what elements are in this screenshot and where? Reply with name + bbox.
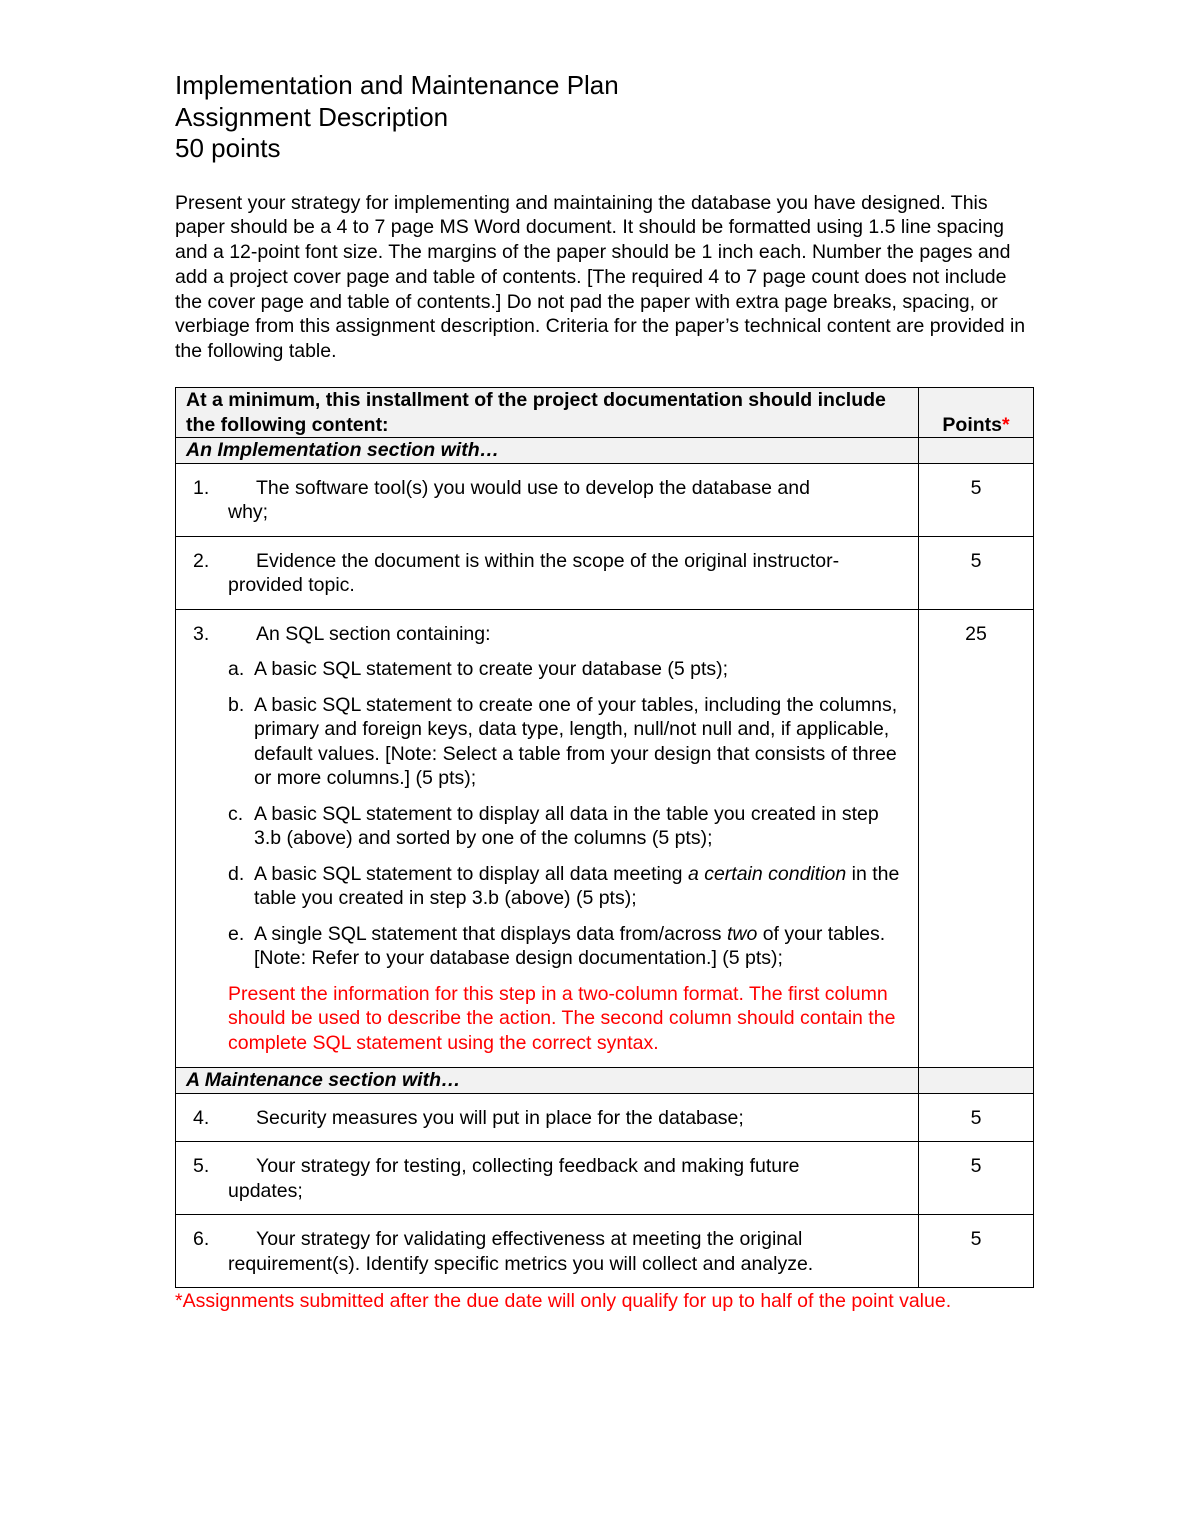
list-item: a. A basic SQL statement to create your database (5 pts); [228, 658, 729, 681]
document-page [175, 70, 1033, 1314]
list-item: c. A basic SQL statement to display all data in the table you created in step 3.b (above) and sorted by one of the columns (5 pts); [228, 802, 879, 850]
table-row [176, 536, 1034, 609]
section-row-implementation [176, 438, 1034, 464]
section-row-maintenance [176, 1068, 1034, 1094]
document-subtitle: Assignment Description [175, 101, 449, 132]
sql-format-note: Present the information for this step in a two-column format. The first column should be used to describe the action. The second column should contain the complete SQL statement using the correct syntax. [228, 982, 896, 1054]
criteria-table [175, 387, 1034, 1288]
criterion-5-points: 5 [919, 1142, 1034, 1215]
document-points-total: 50 points [175, 133, 281, 163]
table-row [176, 1142, 1034, 1215]
table-header-content: At a minimum, this installment of the project documentation should include the following content: [176, 388, 919, 438]
criterion-4-points: 5 [919, 1093, 1034, 1142]
table-row [176, 463, 1034, 536]
points-label: Points [942, 413, 1002, 436]
list-item: b. A basic SQL statement to create one of your tables, including the columns, primary and foreign keys, data type, length, null/not null and, if applicable, default values. [Note: Select a table from your design that consists of three or more columns.] (5 pts); [228, 693, 898, 790]
section-title-maintenance: A Maintenance section with… [176, 1068, 919, 1094]
list-item: e. A single SQL statement that displays data from/across two of your tables. [Note: Refer to your database design documentation.] (5 pts); [228, 922, 886, 970]
table-header-points [919, 388, 1034, 438]
points-asterisk: * [1002, 413, 1010, 436]
intro-paragraph: Present your strategy for implementing and maintaining the database you have designed. This paper should be a 4 to 7 page MS Word document. It should be formatted using 1.5 line spacing and a 12-point font size. The margins of the paper should be 1 inch each. Number the pages and add a project cover page and table of contents. [The required 4 to 7 page count does not include the cover page and table of contents.] Do not pad the paper with extra page breaks, spacing, or verbiage from this assignment description. Criteria for the paper’s technical content are provided in the following table. [175, 191, 1026, 363]
criterion-2: 2. Evidence the document is within the scope of the original instructor- provided topic. [176, 536, 919, 609]
criterion-6-points: 5 [919, 1215, 1034, 1288]
list-item: d. A basic SQL statement to display all data meeting a certain condition in the table you created in step 3.b (above) (5 pts); [228, 862, 900, 910]
criterion-6: 6. Your strategy for validating effectiveness at meeting the original requirement(s). Identify specific metrics you will collect and analyze. [176, 1215, 919, 1288]
table-row [176, 609, 1034, 1068]
table-header-row [176, 388, 1034, 438]
late-submission-footnote: *Assignments submitted after the due date will only qualify for up to half of the point value. [175, 1290, 952, 1313]
criterion-4: 4. Security measures you will put in place for the database; [176, 1093, 919, 1142]
criterion-3-points: 25 [919, 609, 1034, 1068]
sql-subitems-list [193, 657, 908, 971]
document-title: Implementation and Maintenance Plan [175, 70, 619, 100]
table-row [176, 1093, 1034, 1142]
criterion-1: 1. The software tool(s) you would use to develop the database and why; [176, 463, 919, 536]
criterion-1-points: 5 [919, 463, 1034, 536]
criterion-5: 5. Your strategy for testing, collecting feedback and making future updates; [176, 1142, 919, 1215]
criterion-2-points: 5 [919, 536, 1034, 609]
table-row [176, 1215, 1034, 1288]
section-title-implementation: An Implementation section with… [176, 438, 919, 464]
criterion-3: 3. An SQL section containing: a. A basic SQL statement to create your database (5 pts); b. A basic SQL statement to create one of your tables, including the columns, primary and foreign keys, data type, length, null/not null and, if applicable, default values. [Note: Select a table from your design that consists of three or more columns.] (5 pts); c. A basic SQL statement to display all data in the table you created in step 3.b (above) and sorted by one of the columns (5 pts); d. A basic SQL statement to display all data meeting a certain condition in the table you created in step 3.b (above) (5 pts); e. A single SQL statement that displays data from/across two of your tables. [Note: Refer to your database design documentation.] (5 pts); Present the information for this step in a two-column format. The first column should be used to describe the action. The second column should contain the complete SQL statement using the correct syntax. [176, 609, 919, 1068]
